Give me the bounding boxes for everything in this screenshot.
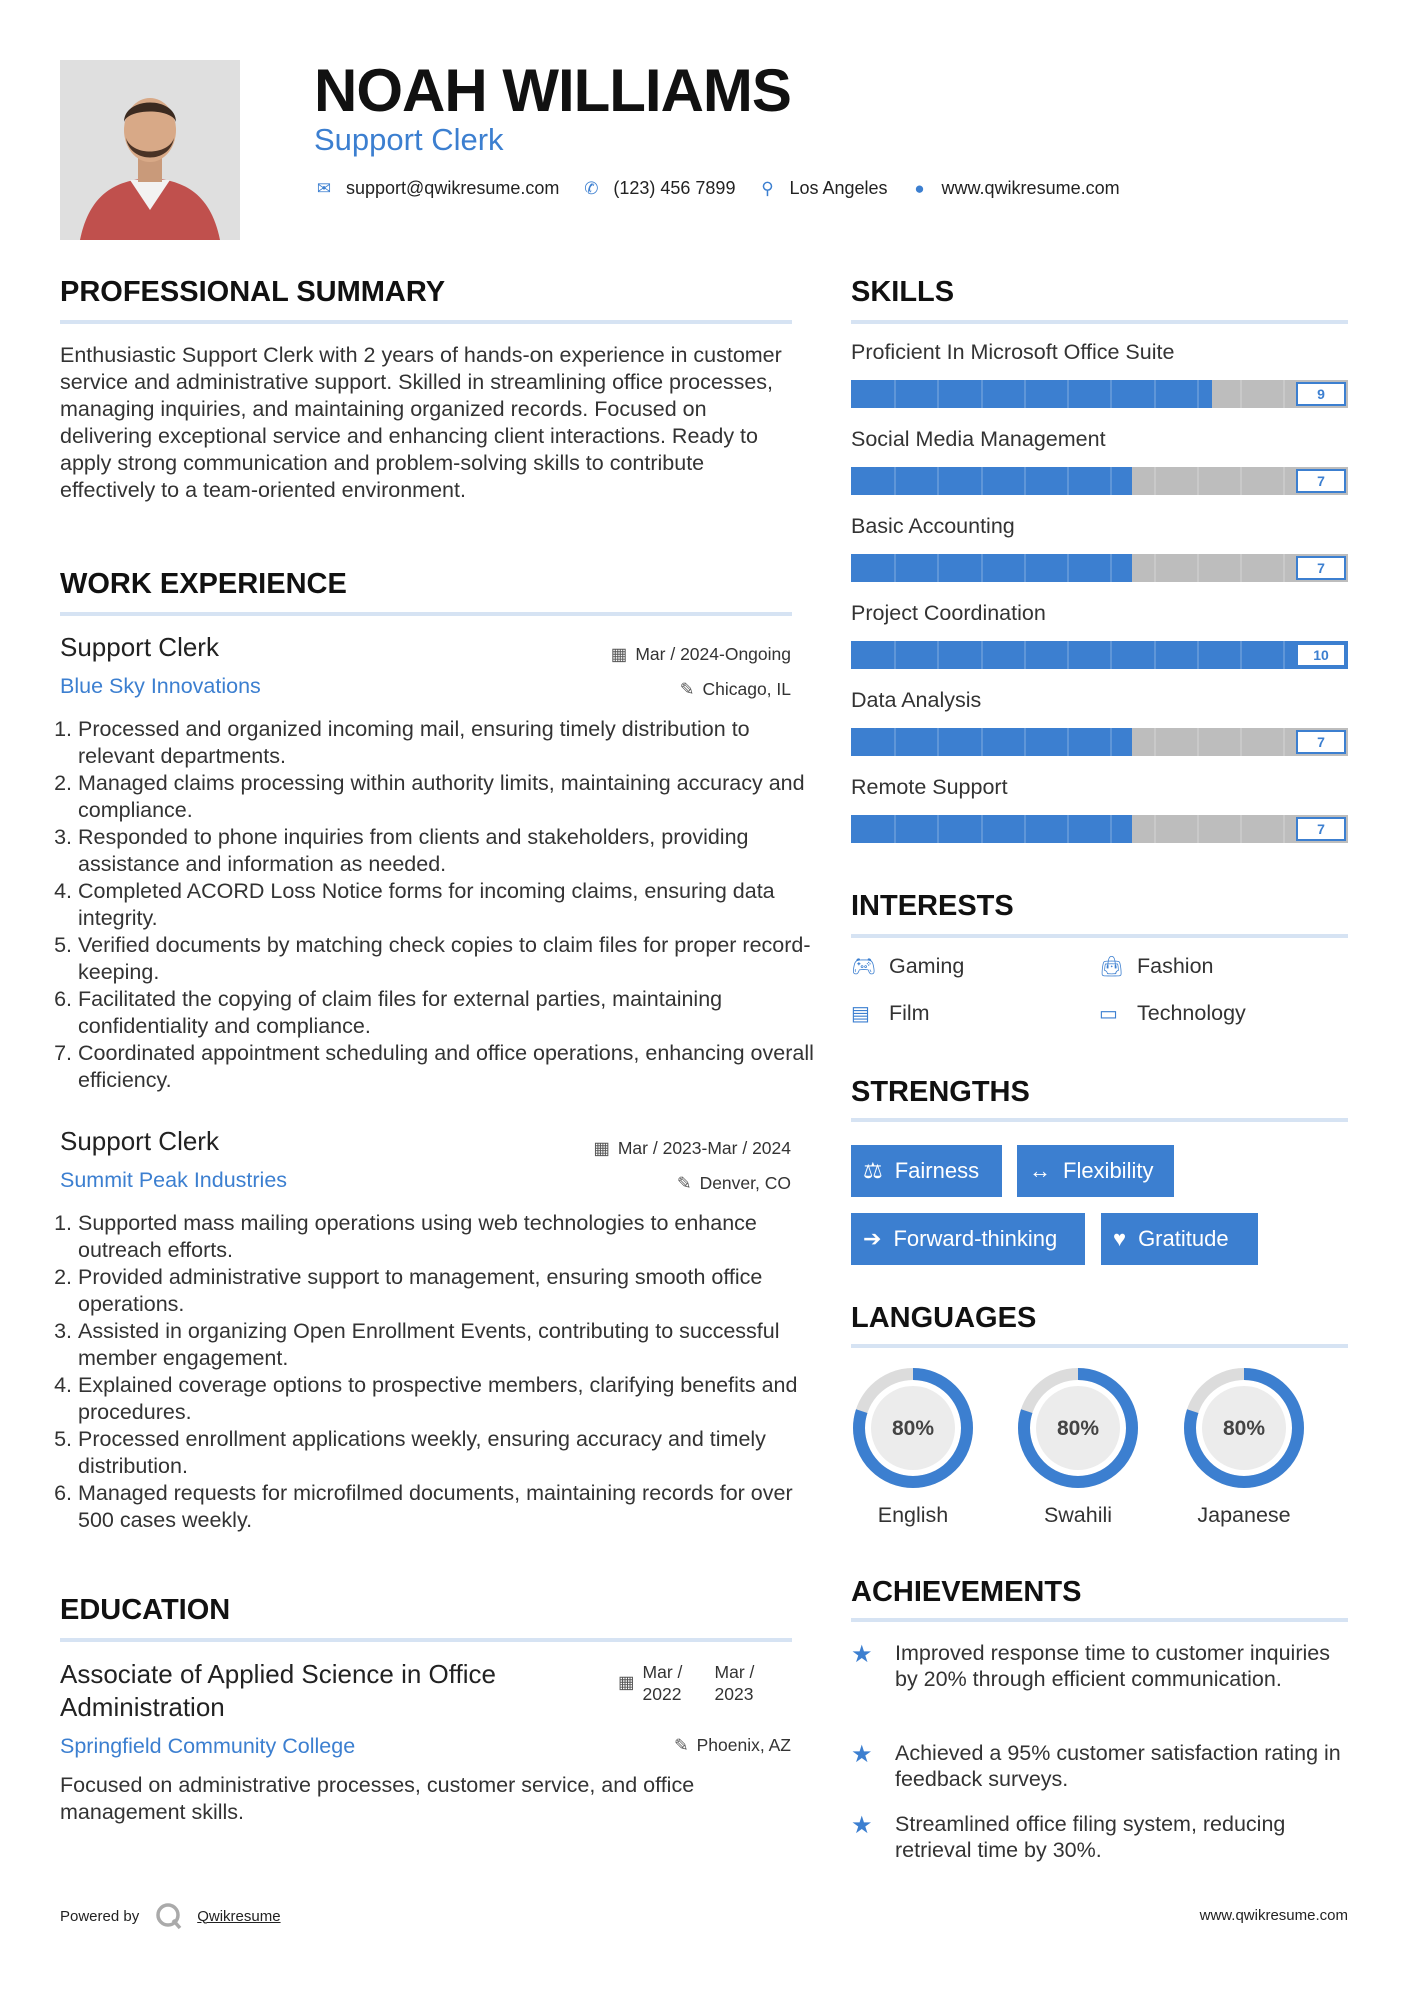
skill-level-value: 7 <box>1296 817 1346 841</box>
skill-segment-divider <box>1024 815 1026 843</box>
contact-location <box>757 178 887 199</box>
skill-segment-divider <box>1154 554 1156 582</box>
skill-level-value: 7 <box>1296 556 1346 580</box>
skill-segment-divider <box>1024 380 1026 408</box>
job-company: Blue Sky Innovations <box>60 674 261 698</box>
skill-segment-divider <box>1110 380 1112 408</box>
skill-segment-divider <box>981 467 983 495</box>
qwikresume-logo-icon <box>155 1902 183 1930</box>
interest-fashion: 👜︎ Fashion <box>1099 954 1214 978</box>
skill-segment-divider <box>1067 641 1069 669</box>
skill-label: Social Media Management <box>851 427 1106 451</box>
skill-segment-divider <box>937 815 939 843</box>
skill-segment-divider <box>1283 728 1285 756</box>
education-start: Mar / 2022 <box>642 1662 683 1704</box>
skill-level-value: 10 <box>1296 643 1346 667</box>
skill-segment-divider <box>1024 728 1026 756</box>
laptop-icon: ▭ <box>1099 1003 1118 1025</box>
skill-segment-divider <box>1240 641 1242 669</box>
skill-segment-divider <box>894 467 896 495</box>
languages-divider <box>851 1344 1348 1348</box>
interest-technology: ▭ Technology <box>1099 1001 1246 1025</box>
map-pin-icon: ⚲ <box>761 178 774 198</box>
skill-segment-divider <box>981 554 983 582</box>
calendar-icon: ▦ <box>618 1672 635 1692</box>
education-heading: EDUCATION <box>60 1594 231 1626</box>
footer-site-link[interactable]: www.qwikresume.com <box>1199 1907 1348 1924</box>
skill-level-bar <box>851 554 1348 582</box>
education-description: Focused on administrative processes, customer service, and office management skills. <box>60 1773 695 1824</box>
skill-segment-divider <box>1024 467 1026 495</box>
list-item: 5. Processed enrollment applications weekly, ensuring accuracy and timely distribution. <box>78 1426 814 1480</box>
skill-segment-divider <box>937 641 939 669</box>
phone-text: (123) 456 7899 <box>613 178 736 198</box>
skill-segment-divider <box>894 641 896 669</box>
skill-segment-divider <box>1154 815 1156 843</box>
skill-segment-divider <box>1110 554 1112 582</box>
skill-segment-divider <box>981 641 983 669</box>
skill-segment-divider <box>894 728 896 756</box>
skill-segment-divider <box>937 467 939 495</box>
skill-segment-divider <box>894 554 896 582</box>
skill-label: Project Coordination <box>851 601 1046 625</box>
list-item: 3. Responded to phone inquiries from clients and stakeholders, providing assistance and information as needed. <box>78 824 814 878</box>
education-location: ✎ Phoenix, AZ <box>673 1735 791 1755</box>
job-location: ✎ Chicago, IL <box>679 679 791 699</box>
skill-segment-divider <box>937 380 939 408</box>
skill-level-value: 7 <box>1296 730 1346 754</box>
interests-divider <box>851 934 1348 938</box>
interest-film: ▤ Film <box>851 1001 930 1025</box>
skill-segment-divider <box>981 815 983 843</box>
list-item: 6. Managed requests for microfilmed documents, maintaining records for over 500 cases weekly. <box>78 1480 814 1534</box>
skill-segment-divider <box>1024 641 1026 669</box>
globe-icon: ● <box>914 178 925 198</box>
skill-segment-divider <box>1154 641 1156 669</box>
skill-segment-divider <box>894 815 896 843</box>
candidate-role: Support Clerk <box>314 122 504 157</box>
language-label: Japanese <box>1197 1503 1291 1527</box>
balance-scale-icon: ⚖ <box>863 1158 883 1183</box>
degree-title: Associate of Applied Science in Office Administration <box>60 1659 496 1722</box>
language-item <box>1182 1366 1306 1528</box>
profile-photo <box>60 60 240 240</box>
skill-segment-divider <box>1283 380 1285 408</box>
skill-segment-divider <box>1154 467 1156 495</box>
skill-segment-divider <box>1067 815 1069 843</box>
skill-segment-divider <box>1283 815 1285 843</box>
summary-heading: PROFESSIONAL SUMMARY <box>60 276 446 308</box>
skill-segment-divider <box>981 380 983 408</box>
language-percent: 80% <box>1056 1417 1100 1440</box>
skill-segment-divider <box>1240 467 1242 495</box>
list-item: 2. Provided administrative support to management, ensuring smooth office operations. <box>78 1264 814 1318</box>
skill-segment-divider <box>1024 554 1026 582</box>
experience-divider <box>60 612 792 616</box>
interest-gaming: 🎮︎ Gaming <box>851 954 965 978</box>
strengths-divider <box>851 1118 1348 1122</box>
language-item <box>1016 1366 1140 1528</box>
summary-divider <box>60 320 792 324</box>
skill-segment-divider <box>1240 728 1242 756</box>
skill-segment-divider <box>1240 380 1242 408</box>
skill-segment-divider <box>894 380 896 408</box>
summary-text: Enthusiastic Support Clerk with 2 years of hands-on experience in customer service and administrative support. Skilled in streamlining office processes, managing inquiries, and maintaining organized records. Focused on delivering exceptional service and enhancing client interactions. Ready to apply strong communication and problem-solving skills to contribute effectively to a team-oriented environment. <box>60 343 782 502</box>
language-percent: 80% <box>1222 1417 1266 1440</box>
skill-level-value: 9 <box>1296 382 1346 406</box>
arrow-right-icon: ➔ <box>863 1226 882 1251</box>
skill-segment-divider <box>1197 467 1199 495</box>
job-duties-list <box>60 1210 814 1534</box>
calendar-icon: ▦ <box>593 1138 610 1158</box>
list-item: 1. Processed and organized incoming mail, ensuring timely distribution to relevant departments. <box>78 716 814 770</box>
experience-heading: WORK EXPERIENCE <box>60 568 347 600</box>
skill-segment-divider <box>1240 815 1242 843</box>
pushpin-icon: ✎ <box>679 679 695 699</box>
achievement-item: ★ Achieved a 95% customer satisfaction rating in feedback surveys. <box>851 1741 1341 1791</box>
star-icon: ★ <box>851 1741 873 1768</box>
contact-bar <box>314 178 1142 199</box>
education-end: Mar / 2023 <box>714 1662 755 1704</box>
list-item: 1. Supported mass mailing operations using web technologies to enhance outreach efforts. <box>78 1210 814 1264</box>
strength-flexibility: ↔ Flexibility <box>1017 1145 1174 1197</box>
footer-powered <box>60 1902 281 1930</box>
skill-segment-divider <box>1283 641 1285 669</box>
achievement-item: ★ Improved response time to customer inquiries by 20% through efficient communication. <box>851 1641 1330 1691</box>
skill-level-bar <box>851 641 1348 669</box>
list-item: 5. Verified documents by matching check copies to claim files for proper record-keeping. <box>78 932 814 986</box>
skill-level-fill <box>851 641 1348 669</box>
language-donut <box>1016 1366 1140 1490</box>
contact-website[interactable] <box>910 178 1120 199</box>
skill-segment-divider <box>1197 554 1199 582</box>
pushpin-icon: ✎ <box>673 1735 689 1755</box>
skill-level-bar <box>851 815 1348 843</box>
languages-heading: LANGUAGES <box>851 1302 1037 1334</box>
envelope-icon: ✉ <box>316 178 332 198</box>
skill-segment-divider <box>1110 728 1112 756</box>
candidate-name: NOAH WILLIAMS <box>314 57 791 124</box>
gamepad-icon: 🎮︎ <box>851 956 877 978</box>
skill-segment-divider <box>981 728 983 756</box>
skill-label: Data Analysis <box>851 688 982 712</box>
education-divider <box>60 1638 792 1642</box>
phone-icon: ✆ <box>584 178 599 198</box>
star-icon: ★ <box>851 1812 873 1839</box>
job-title: Support Clerk <box>60 1126 219 1156</box>
skill-segment-divider <box>1067 728 1069 756</box>
list-item: 6. Facilitated the copying of claim files for external parties, maintaining confidentiality and compliance. <box>78 986 814 1040</box>
interests-heading: INTERESTS <box>851 890 1014 922</box>
skill-segment-divider <box>1110 467 1112 495</box>
skill-segment-divider <box>1067 467 1069 495</box>
skill-segment-divider <box>1110 815 1112 843</box>
skill-segment-divider <box>1154 728 1156 756</box>
pushpin-icon: ✎ <box>676 1173 692 1193</box>
strength-forward-thinking: ➔ Forward-thinking <box>851 1213 1085 1265</box>
skills-divider <box>851 320 1348 324</box>
achievement-item: ★ Streamlined office filing system, reducing retrieval time by 30%. <box>851 1812 1286 1862</box>
skill-level-bar <box>851 728 1348 756</box>
skill-segment-divider <box>937 554 939 582</box>
school-name: Springfield Community College <box>60 1734 356 1758</box>
skills-heading: SKILLS <box>851 276 955 308</box>
job-duties-list <box>60 716 814 1094</box>
skill-segment-divider <box>1067 380 1069 408</box>
strengths-heading: STRENGTHS <box>851 1076 1030 1108</box>
language-label: Swahili <box>1043 1503 1113 1527</box>
list-item: 4. Completed ACORD Loss Notice forms for incoming claims, ensuring data integrity. <box>78 878 814 932</box>
film-icon: ▤ <box>851 1003 870 1025</box>
achievements-divider <box>851 1618 1348 1622</box>
job-dates: ▦ Mar / 2023-Mar / 2024 <box>593 1138 791 1158</box>
skill-label: Remote Support <box>851 775 1008 799</box>
arrows-horizontal-icon: ↔ <box>1029 1158 1051 1183</box>
shopping-bag-icon: 👜︎ <box>1099 956 1125 978</box>
list-item: 3. Assisted in organizing Open Enrollment Events, contributing to successful member engagement. <box>78 1318 814 1372</box>
achievements-heading: ACHIEVEMENTS <box>851 1576 1082 1608</box>
skill-segment-divider <box>1197 380 1199 408</box>
strength-fairness: ⚖ Fairness <box>851 1145 1002 1197</box>
list-item: 4. Explained coverage options to prospective members, clarifying benefits and procedures. <box>78 1372 814 1426</box>
skill-segment-divider <box>1197 728 1199 756</box>
skill-segment-divider <box>1240 554 1242 582</box>
job-title: Support Clerk <box>60 632 219 662</box>
list-item: 7. Coordinated appointment scheduling and office operations, enhancing overall efficiency. <box>78 1040 814 1094</box>
job-dates: ▦ Mar / 2024-Ongoing <box>610 644 791 664</box>
star-icon: ★ <box>851 1641 873 1668</box>
skill-segment-divider <box>937 728 939 756</box>
skill-level-value: 7 <box>1296 469 1346 493</box>
skill-segment-divider <box>1197 641 1199 669</box>
language-donut <box>1182 1366 1306 1490</box>
powered-by-label: Powered by <box>60 1907 140 1925</box>
language-item <box>851 1366 975 1528</box>
job-company: Summit Peak Industries <box>60 1168 288 1192</box>
language-label: English <box>877 1503 949 1527</box>
skill-label: Basic Accounting <box>851 514 1015 538</box>
skill-segment-divider <box>1110 641 1112 669</box>
skill-level-bar <box>851 467 1348 495</box>
skill-segment-divider <box>1154 380 1156 408</box>
contact-email[interactable] <box>314 178 559 199</box>
calendar-icon: ▦ <box>610 644 628 664</box>
brand-link[interactable]: Qwikresume <box>197 1907 281 1925</box>
email-text: support@qwikresume.com <box>346 178 560 198</box>
heart-icon: ♥ <box>1113 1226 1127 1251</box>
skill-segment-divider <box>1283 467 1285 495</box>
skill-segment-divider <box>1283 554 1285 582</box>
language-percent: 80% <box>891 1417 935 1440</box>
skill-segment-divider <box>1197 815 1199 843</box>
contact-phone[interactable] <box>581 178 735 199</box>
location-text: Los Angeles <box>789 178 888 198</box>
language-donut <box>851 1366 975 1490</box>
website-text: www.qwikresume.com <box>941 178 1120 198</box>
job-location: ✎ Denver, CO <box>676 1173 791 1193</box>
list-item: 2. Managed claims processing within authority limits, maintaining accuracy and compliance. <box>78 770 814 824</box>
skill-segment-divider <box>1067 554 1069 582</box>
skill-level-fill <box>851 380 1212 408</box>
skill-level-bar <box>851 380 1348 408</box>
skill-label: Proficient In Microsoft Office Suite <box>851 340 1175 364</box>
education-dates <box>618 1661 775 1705</box>
strength-gratitude: ♥ Gratitude <box>1101 1213 1258 1265</box>
